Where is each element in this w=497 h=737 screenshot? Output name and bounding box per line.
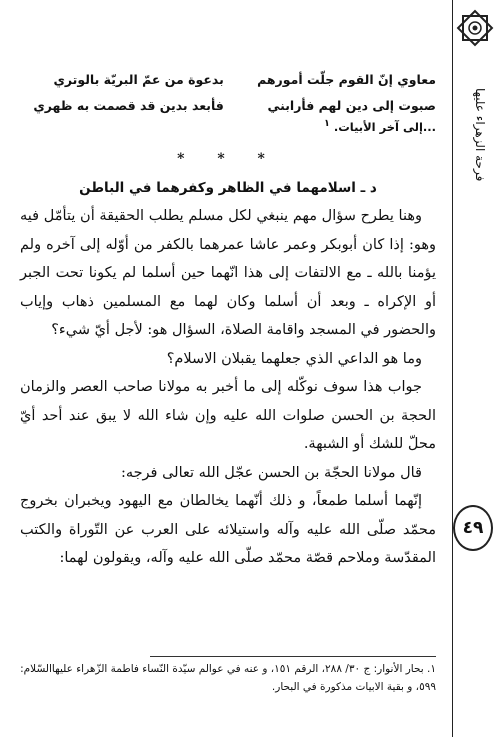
paragraph: جواب هذا سوف نوكّله إلى ما أخبر به مولانا صاحب العصر والزمان الحجة بن الحسن صلوات الله عليه وإن شاء الله لا يبق عند أحد أيّ محلّ للشك أو الشبهة. [20, 379, 436, 452]
paragraph: وما هو الداعي الذي جعلهما يقبلان الاسلام؟ [166, 350, 422, 367]
poem-ending-text: ...إلى آخر الأبيات. [333, 119, 436, 134]
poem-verse [20, 66, 436, 92]
footnote-divider [150, 656, 436, 657]
poem-verse [20, 92, 436, 118]
footnote-ref: ١ [323, 118, 330, 129]
page-number: ٤٩ [453, 505, 493, 551]
paragraph: إنّهما أسلما طمعاً، و ذلك أنّهما يخالطان مع اليهود ويخبران بخروج محمّد صلّى الله عليه وآله واستيلائه على العرب عن التّوراة والكتب المقدّسة وملاحم قصّة محمّد صلّى الله عليه وآله، ويقولون لهما: [20, 493, 436, 566]
paragraph: وهنا يطرح سؤال مهم ينبغي لكل مسلم يطلب الحقيقة أن يتأمّل فيه وهو: إذا كان أبوبكر وعمر عاشا عمرهما بالكفر من أوّله إلى آخره ولم يؤمنا بالله ـ مع الالتفات إلى هذا انّهما حين أسلما لم يكونا تحت الجبر أو الإكراه ـ وبعد أن أسلما وكان لهما مع المسلمين ذهاب وإياب والحضور في المسجد واقامة الصلاة، السؤال هو: لأجل أيّ شيء؟ [20, 208, 436, 338]
section-separator: * * * [177, 151, 279, 167]
verse-second-hemistich: فأبعد بدين قد قصمت به ظهري [33, 97, 224, 113]
verse-second-hemistich: بدعوة من عمّ البريّة بالوتري [53, 71, 224, 87]
poem [20, 66, 436, 144]
section-heading: د ـ اسلامهما في الظاهر وكفرهما في الباطن [79, 180, 377, 196]
verse-first-hemistich: معاوي إنّ القوم جلّت أمورهم [257, 71, 436, 87]
main-content [20, 66, 436, 573]
ornament-icon [455, 8, 495, 48]
page-sidebar [452, 0, 497, 737]
footnote-item: ١. بحار الأنوار: ج ٣٠/ ٢٨٨، الرقم ١٥١، و عنه في عوالم سيّدة النّساء فاطمة الزّهراء عليهاالسّلام: ٥٩٩، و بقية الابيات مذكورة في البحار. [20, 663, 436, 693]
footnotes [20, 660, 436, 696]
paragraph: قال مولانا الحجّة بن الحسن عجّل الله تعالى فرجه: [120, 464, 422, 481]
verse-first-hemistich: صبوت إلى دين لهم فأرابني [267, 97, 436, 113]
running-title: فرحة الزهراء عليها [473, 88, 487, 182]
poem-ending [20, 118, 436, 144]
